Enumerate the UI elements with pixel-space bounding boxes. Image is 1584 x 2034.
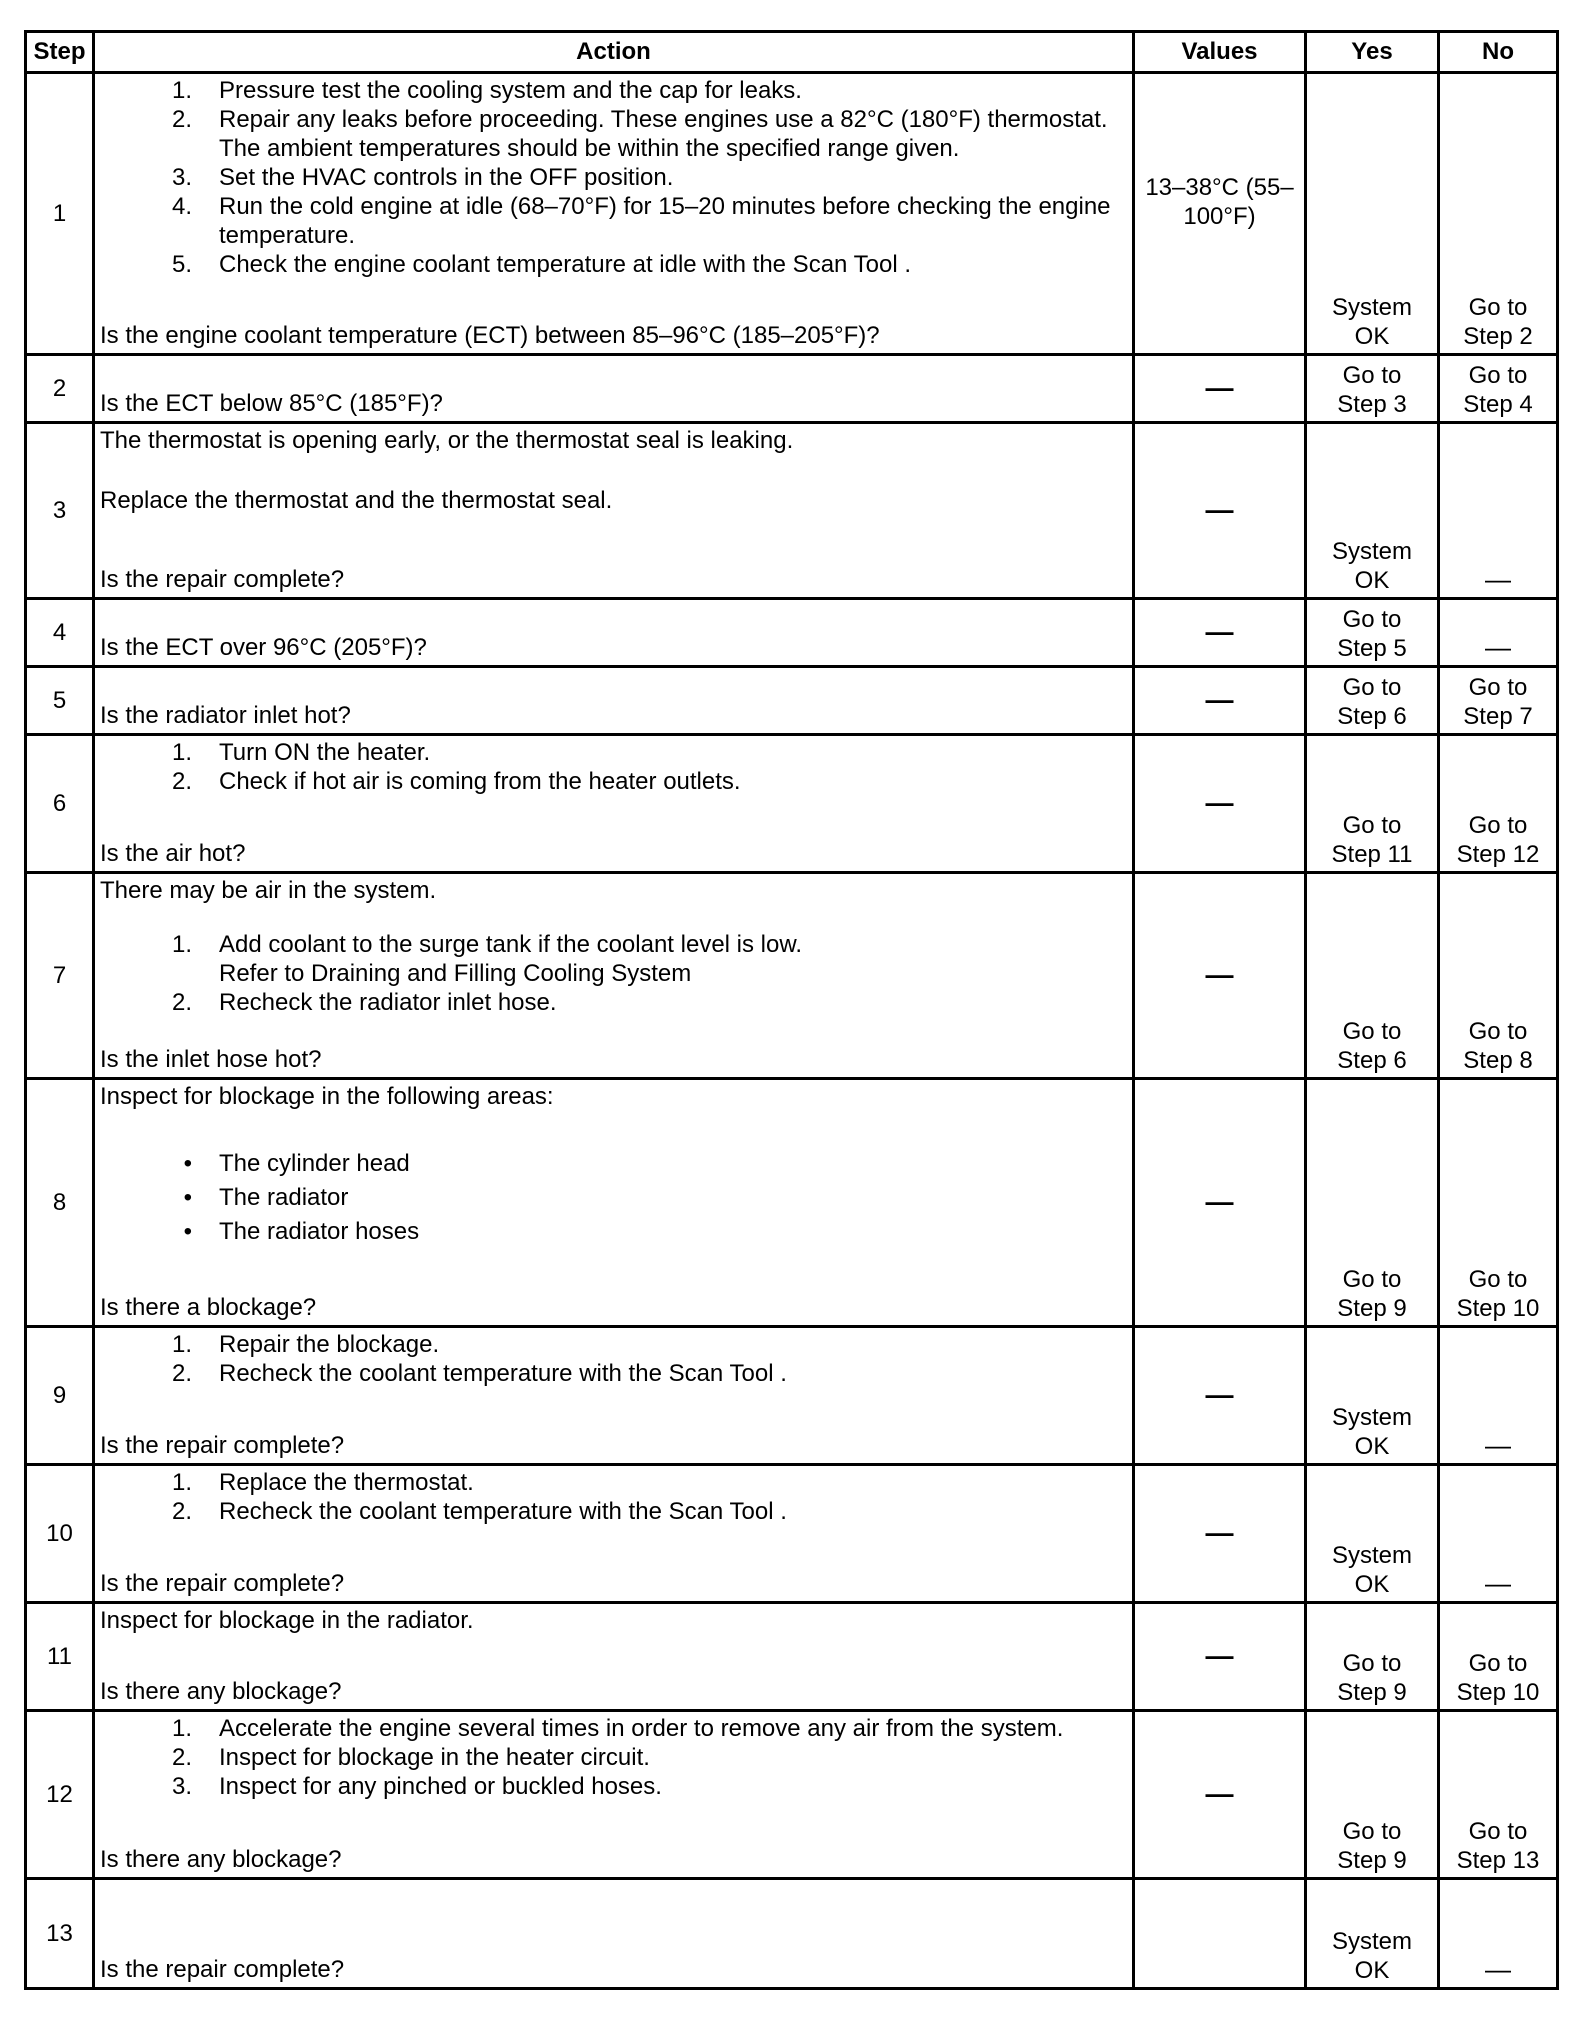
list-item-text [197, 250, 911, 279]
values-text: — [1205, 372, 1234, 403]
list-item-number: 2. [171, 1498, 192, 1525]
yes-cell [1306, 423, 1439, 599]
bullet-icon: • [183, 1150, 192, 1177]
yes-outcome: Go to Step 6 [1337, 1018, 1407, 1074]
bullet-icon: • [183, 1218, 192, 1245]
header-action: Action [94, 32, 1134, 73]
numbered-list [100, 1714, 1126, 1801]
numbered-list [100, 1468, 1126, 1526]
action-question: Is the ECT over 96°C (205°F)? [100, 634, 427, 661]
list-item-text-line: Recheck the coolant temperature with the Scan Tool . [219, 1498, 787, 1525]
no-outcome: Go to Step 13 [1456, 1818, 1540, 1874]
values-cell [1134, 599, 1306, 667]
list-item-number: 1. [171, 1331, 192, 1358]
list-item-number: 2. [171, 989, 192, 1016]
table-row [26, 1603, 1558, 1711]
list-item-text [197, 163, 673, 192]
list-item-text [197, 1714, 1063, 1743]
table-row [26, 423, 1558, 599]
action-cell [94, 1603, 1134, 1711]
no-outcome: Go to Step 7 [1463, 674, 1533, 730]
step-number: 1 [26, 73, 94, 355]
step-number: 13 [26, 1879, 94, 1989]
table-row [26, 599, 1558, 667]
no-cell [1439, 1711, 1558, 1879]
list-item [100, 163, 1126, 192]
values-text: — [1205, 684, 1234, 715]
yes-outcome: Go to Step 5 [1337, 606, 1407, 662]
numbered-list [100, 76, 1126, 279]
list-item-text [197, 192, 1126, 250]
table-row [26, 1327, 1558, 1465]
values-cell [1134, 1327, 1306, 1465]
values-cell [1134, 73, 1306, 355]
values-cell [1134, 423, 1306, 599]
step-number: 8 [26, 1079, 94, 1327]
no-cell [1439, 1879, 1558, 1989]
list-item-number: 3. [171, 164, 192, 191]
list-item-number: 2. [171, 1744, 192, 1771]
action-question: Is the radiator inlet hot? [100, 702, 351, 729]
action-cell [94, 1327, 1134, 1465]
table-row [26, 1879, 1558, 1989]
list-item [100, 1147, 1126, 1181]
action-question: Is the air hot? [100, 840, 246, 867]
list-item-number: 1. [171, 931, 192, 958]
yes-outcome: System OK [1331, 1404, 1412, 1460]
yes-outcome: System OK [1331, 1542, 1412, 1598]
action-intro: There may be air in the system. [100, 877, 437, 904]
yes-outcome: Go to Step 9 [1337, 1650, 1407, 1706]
yes-cell [1306, 73, 1439, 355]
action-body [100, 74, 1126, 279]
cross-reference-text: Refer to Draining and Filling Cooling System [219, 960, 692, 987]
values-text: — [1205, 1778, 1234, 1809]
action-body [100, 1080, 1126, 1249]
values-cell [1134, 667, 1306, 735]
list-item-number: 3. [171, 1773, 192, 1800]
list-item [100, 1181, 1126, 1215]
action-cell [94, 667, 1134, 735]
action-question: Is there a blockage? [100, 1294, 317, 1321]
yes-cell [1306, 1879, 1439, 1989]
yes-cell [1306, 735, 1439, 873]
table-row [26, 1465, 1558, 1603]
bullet-list [100, 1147, 1126, 1249]
action-body [100, 424, 1126, 515]
table-row [26, 1711, 1558, 1879]
step-number: 11 [26, 1603, 94, 1711]
list-item-text: The radiator hoses [219, 1218, 420, 1245]
no-outcome: Go to Step 8 [1463, 1018, 1533, 1074]
step-number: 7 [26, 873, 94, 1079]
values-cell [1134, 873, 1306, 1079]
action-question: Is the repair complete? [100, 1956, 345, 1983]
values-cell [1134, 1465, 1306, 1603]
list-item-number: 1. [171, 77, 192, 104]
yes-outcome: Go to Step 11 [1331, 812, 1413, 868]
diagnostic-table [24, 30, 1559, 1990]
values-cell [1134, 1711, 1306, 1879]
list-item-text-line: Recheck the radiator inlet hose. [219, 989, 557, 1016]
action-intro: Inspect for blockage in the radiator. [100, 1607, 474, 1634]
action-question: Is the engine coolant temperature (ECT) between 85–96°C (185–205°F)? [100, 322, 880, 349]
header-values: Values [1134, 32, 1306, 73]
list-item-text-line: Pressure test the cooling system and the cap for leaks. [219, 77, 802, 104]
list-item-number: 1. [171, 1715, 192, 1742]
numbered-list [100, 738, 1126, 796]
list-item [100, 1497, 1126, 1526]
no-outcome: Go to Step 4 [1463, 362, 1533, 418]
yes-outcome: System OK [1331, 294, 1412, 350]
header-no: No [1439, 32, 1558, 73]
no-outcome: Go to Step 2 [1463, 294, 1533, 350]
list-item-number: 4. [171, 193, 192, 220]
header-step: Step [26, 32, 94, 73]
no-outcome: — [1485, 1954, 1511, 1984]
list-item-text [197, 988, 557, 1017]
action-cell [94, 873, 1134, 1079]
no-outcome: Go to Step 10 [1456, 1650, 1540, 1706]
list-item-text [197, 1743, 650, 1772]
list-item-text [197, 76, 802, 105]
list-item-text [197, 1330, 439, 1359]
no-outcome: — [1485, 564, 1511, 594]
action-question: Is the repair complete? [100, 566, 345, 593]
values-text: — [1205, 494, 1234, 525]
step-number: 3 [26, 423, 94, 599]
no-cell [1439, 73, 1558, 355]
list-item-text-line: Turn ON the heater. [219, 739, 431, 766]
list-item-number: 2. [171, 768, 192, 795]
list-item [100, 1468, 1126, 1497]
step-number: 2 [26, 355, 94, 423]
yes-cell [1306, 873, 1439, 1079]
yes-outcome: Go to Step 9 [1337, 1818, 1407, 1874]
list-item-text-line: Repair any leaks before proceeding. These engines use a 82°C (180°F) thermostat. The ambient temperatures should be within the specified range given. [219, 106, 1108, 162]
list-item-number: 1. [171, 1469, 192, 1496]
no-cell [1439, 667, 1558, 735]
values-cell [1134, 1079, 1306, 1327]
action-question: Is the inlet hose hot? [100, 1046, 322, 1073]
no-cell [1439, 735, 1558, 873]
list-item-text: The radiator [219, 1184, 349, 1211]
action-cell [94, 1079, 1134, 1327]
action-question: Is there any blockage? [100, 1678, 342, 1705]
list-item-text: The cylinder head [219, 1150, 410, 1177]
step-number: 9 [26, 1327, 94, 1465]
action-body [100, 1712, 1126, 1801]
yes-cell [1306, 667, 1439, 735]
list-item-number: 2. [171, 1360, 192, 1387]
list-item [100, 192, 1126, 250]
yes-outcome: System OK [1331, 538, 1412, 594]
action-cell [94, 599, 1134, 667]
list-item-number: 5. [171, 251, 192, 278]
no-outcome: — [1485, 632, 1511, 662]
yes-cell [1306, 1603, 1439, 1711]
values-cell [1134, 1879, 1306, 1989]
numbered-list [100, 1330, 1126, 1388]
bullet-icon: • [183, 1184, 192, 1211]
action-body [100, 1466, 1126, 1526]
no-outcome: — [1485, 1430, 1511, 1460]
action-intro: The thermostat is opening early, or the thermostat seal is leaking. [100, 427, 794, 454]
action-question: Is the repair complete? [100, 1570, 345, 1597]
list-item-text [197, 1772, 662, 1801]
action-cell [94, 1711, 1134, 1879]
header-row [26, 32, 1558, 73]
list-item [100, 250, 1126, 279]
values-text: — [1205, 959, 1234, 990]
no-outcome: Go to Step 12 [1456, 812, 1540, 868]
list-item-text [197, 930, 802, 988]
values-text: — [1205, 787, 1234, 818]
action-question: Is the repair complete? [100, 1432, 345, 1459]
action-question: Is the ECT below 85°C (185°F)? [100, 390, 443, 417]
list-item [100, 988, 1126, 1017]
list-item [100, 738, 1126, 767]
values-text: — [1205, 1517, 1234, 1548]
no-cell [1439, 1465, 1558, 1603]
values-cell [1134, 1603, 1306, 1711]
action-intro: Inspect for blockage in the following areas: [100, 1083, 554, 1110]
list-item [100, 1330, 1126, 1359]
step-number: 4 [26, 599, 94, 667]
list-item-text [197, 1468, 474, 1497]
values-text: — [1205, 1379, 1234, 1410]
action-cell [94, 1465, 1134, 1603]
yes-cell [1306, 1465, 1439, 1603]
table-row [26, 355, 1558, 423]
yes-cell [1306, 599, 1439, 667]
no-cell [1439, 423, 1558, 599]
no-outcome: Go to Step 10 [1456, 1266, 1540, 1322]
no-cell [1439, 1327, 1558, 1465]
list-item [100, 1743, 1126, 1772]
table-row [26, 667, 1558, 735]
list-item-number: 2. [171, 106, 192, 133]
no-outcome: — [1485, 1568, 1511, 1598]
step-number: 5 [26, 667, 94, 735]
action-cell [94, 355, 1134, 423]
list-item-text-line: Repair the blockage. [219, 1331, 440, 1358]
numbered-list [100, 930, 1126, 1017]
values-text: — [1205, 616, 1234, 647]
yes-cell [1306, 1711, 1439, 1879]
list-item-text-line: Inspect for any pinched or buckled hoses. [219, 1773, 662, 1800]
step-number: 6 [26, 735, 94, 873]
list-item-text [197, 767, 741, 796]
list-item-text-line: Accelerate the engine several times in order to remove any air from the system. [219, 1715, 1064, 1742]
table-row [26, 1079, 1558, 1327]
list-item-text-line: Set the HVAC controls in the OFF position. [219, 164, 674, 191]
yes-outcome: System OK [1331, 1928, 1412, 1984]
list-item-text [197, 1359, 787, 1388]
list-item-text-line: Replace the thermostat. [219, 1469, 474, 1496]
values-cell [1134, 355, 1306, 423]
list-item [100, 1772, 1126, 1801]
no-cell [1439, 1079, 1558, 1327]
list-item-text [197, 1497, 787, 1526]
action-body [100, 874, 1126, 1017]
list-item [100, 1359, 1126, 1388]
list-item-number: 1. [171, 739, 192, 766]
no-cell [1439, 599, 1558, 667]
values-text: — [1205, 1640, 1234, 1671]
table-row [26, 873, 1558, 1079]
yes-outcome: Go to Step 6 [1337, 674, 1407, 730]
action-question: Is there any blockage? [100, 1846, 342, 1873]
table-row [26, 73, 1558, 355]
list-item-text-line: Add coolant to the surge tank if the coolant level is low. [219, 931, 803, 958]
values-cell [1134, 735, 1306, 873]
action-cell [94, 735, 1134, 873]
action-body [100, 736, 1126, 796]
values-text: — [1205, 1186, 1234, 1217]
values-text: 13–38°C (55–100°F) [1145, 173, 1294, 230]
table-row [26, 735, 1558, 873]
action-instruction: Replace the thermostat and the thermostat seal. [100, 487, 613, 514]
list-item-text-line: Check if hot air is coming from the heater outlets. [219, 768, 741, 795]
action-body [100, 1328, 1126, 1388]
list-item-text [197, 105, 1126, 163]
yes-outcome: Go to Step 9 [1337, 1266, 1407, 1322]
no-cell [1439, 355, 1558, 423]
no-cell [1439, 873, 1558, 1079]
list-item [100, 767, 1126, 796]
no-cell [1439, 1603, 1558, 1711]
list-item [100, 1215, 1126, 1249]
action-cell [94, 1879, 1134, 1989]
list-item [100, 930, 1126, 988]
yes-cell [1306, 1327, 1439, 1465]
yes-outcome: Go to Step 3 [1337, 362, 1407, 418]
step-number: 10 [26, 1465, 94, 1603]
list-item-text-line: Inspect for blockage in the heater circuit. [219, 1744, 650, 1771]
action-cell [94, 423, 1134, 599]
header-yes: Yes [1306, 32, 1439, 73]
list-item [100, 76, 1126, 105]
action-body [100, 1604, 1126, 1635]
list-item-text [197, 738, 430, 767]
yes-cell [1306, 1079, 1439, 1327]
list-item [100, 1714, 1126, 1743]
action-cell [94, 73, 1134, 355]
yes-cell [1306, 355, 1439, 423]
list-item [100, 105, 1126, 163]
list-item-text-line: Check the engine coolant temperature at idle with the Scan Tool . [219, 251, 911, 278]
step-number: 12 [26, 1711, 94, 1879]
list-item-text-line: Recheck the coolant temperature with the Scan Tool . [219, 1360, 787, 1387]
list-item-text-line: Run the cold engine at idle (68–70°F) for 15–20 minutes before checking the engine temperature. [219, 193, 1111, 249]
